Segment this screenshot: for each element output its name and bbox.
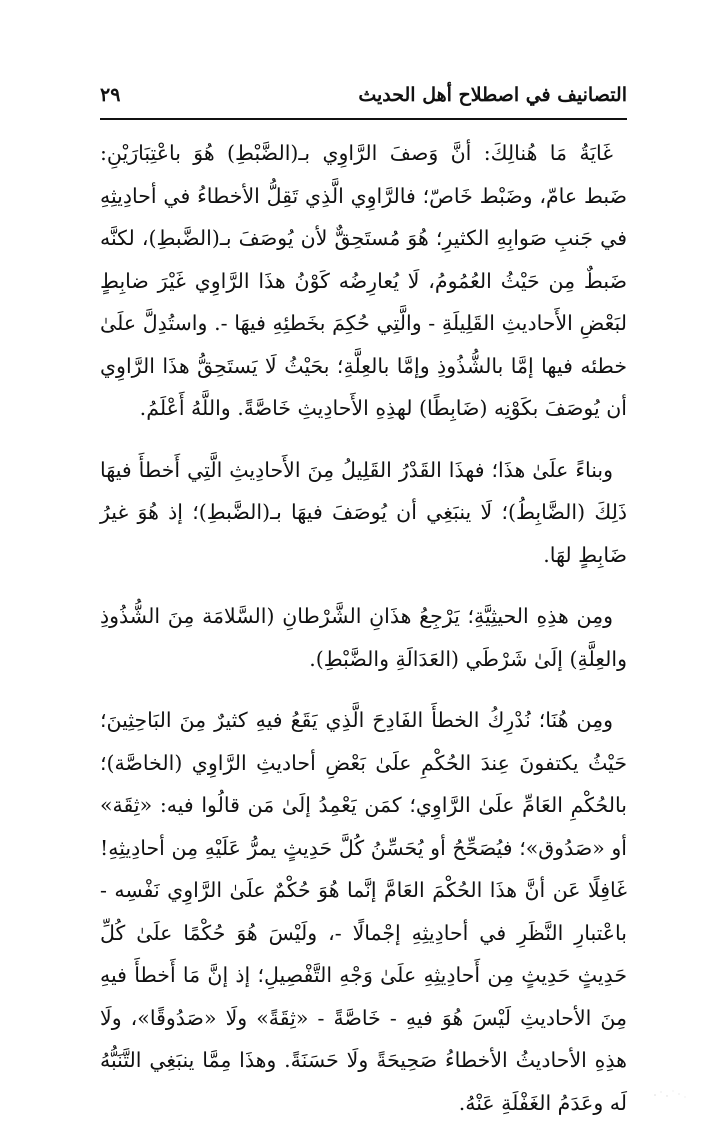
paragraph: ومِن هُنَا؛ نُدْرِكُ الخطأَ الفَادِحَ الَّذِي يَقَعُ فيهِ كثيرٌ مِنَ البَاحِثِينَ؛ حَيْثُ يكتفونَ عِندَ الحُكْمِ علَىٰ بَعْضِ أحاديثِ الرَّاوِي (الخاصَّة)؛ بالحُكْمِ العَامِّ علَىٰ الرَّاوِي؛ كمَن يَعْمِدُ إلَىٰ مَن قالُوا فيه: «ثِقَة» أو «صَدُوق»؛ فيُصَحِّحُ أو يُحَسِّنُ كُلَّ حَدِيثٍ يمرُّ عَلَيْهِ مِن أحادِيثِهِ! غَافِلًا عَن أنَّ هذَا الحُكْمَ العَامَّ إنَّما هُوَ حُكْمٌ علَىٰ الرَّاوِي نَفْسِه - باعْتبارِ النَّظَرِ في أحادِيثِهِ إجْمالًا -، ولَيْسَ هُوَ حُكْمًا علَىٰ كُلِّ حَدِيثٍ حَدِيثٍ مِن أَحادِيثِهِ علَىٰ وَجْهِ التَّفْصِيلِ؛ إذ إنَّ مَا أَخطأَ فيهِ مِنَ الأحاديثِ لَيْسَ هُوَ فيهِ - خَاصَّةً - «ثِقَةً» ولَا «صَدُوقًا»، ولَا هذِهِ الأحاديثُ الأخطاءُ صَحِيحَةً ولَا حَسَنَةً. وهذَا مِمَّا ينبَغِي التَّنَبُّهُ لَه وعَدَمُ الغَفْلَةِ عَنْهُ. — [100, 708, 627, 1115]
paragraph: غَايَةُ مَا هُنالِكَ: أنَّ وَصفَ الرَّاوِي بـ(الضَّبْطِ) هُوَ باعْتِبَارَيْنِ: ضَبط عامّ، وضَبْط خَاصّ؛ فالرَّاوِي الَّذِي تَقِلُّ الأخطاءُ في أحادِيثِهِ في جَنبِ صَوابِهِ الكثيرِ؛ هُوَ مُستَحِقٌّ لأن يُوصَفَ بـ(الضَّبطِ)، لكنَّه ضَبطٌ مِن حَيْثُ العُمُومُ، لَا يُعارِضُه كَوْنُ هذَا الرَّاوِي غَيْرَ ضابِطٍ لبَعْضِ الأَحاديثِ القَلِيلَةِ - والَّتِي حُكِمَ بخَطئِهِ فيهَا -. واستُدِلَّ علَىٰ خطئه فيها إمَّا بالشُّذُوذِ وإمَّا بالعِلَّةِ؛ بحَيْثُ لَا يَستَحِقُّ هذَا الرَّاوِي أن يُوصَفَ بكَوْنِه (ضَابِطًا) لهذِهِ الأَحادِيثِ خَاصَّةً. واللَّهُ أَعْلَمُ. — [100, 141, 627, 420]
page-number: ٢٩ — [100, 84, 121, 106]
scan-noise — [651, 1086, 691, 1100]
paragraph: وبناءً علَىٰ هذَا؛ فهذَا القَدْرُ القَلِيلُ مِنَ الأَحادِيثِ الَّتِي أَخطأَ فيهَا ذَلِكَ (الضَّابِطُ)؛ لَا ينبَغِي أن يُوصَفَ فيهَا بـ(الضَّبطِ)؛ إذ هُوَ غيرُ ضَابِطٍ لهَا. — [100, 457, 627, 567]
page-header — [100, 78, 627, 112]
body-text — [100, 132, 627, 1124]
running-title: التصانيف في اصطلاح أهل الحديث — [358, 84, 627, 106]
header-divider — [100, 118, 627, 120]
paragraph: ومِن هذِهِ الحيثِيَّةِ؛ يَرْجِعُ هذَانِ الشَّرْطانِ (السَّلامَة مِنَ الشُّذُوذِ والعِلَّةِ) إلَىٰ شَرْطَي (العَدَالَةِ والضَّبْطِ). — [100, 604, 627, 671]
